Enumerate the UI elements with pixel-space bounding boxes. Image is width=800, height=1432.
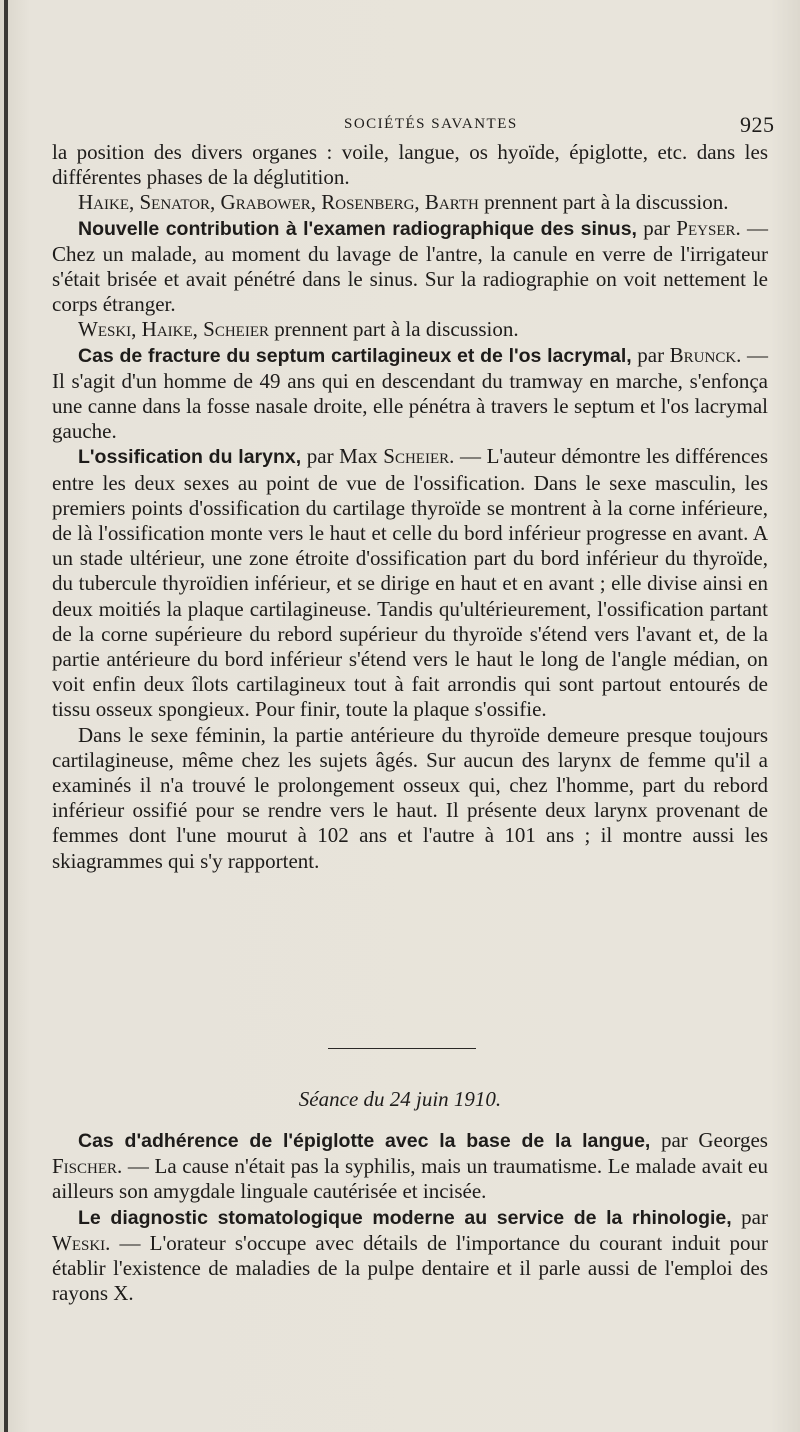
author-name: Fischer. xyxy=(52,1154,123,1179)
paragraph-text: la position des divers organes : voile, langue, os hyoïde, épiglotte, etc. dans les différentes phases de la déglutition. xyxy=(52,140,768,190)
page-number: 925 xyxy=(740,112,775,137)
communication-title: Le diagnostic stomatologique moderne au service de la rhinologie, xyxy=(78,1206,732,1229)
paragraph-sinus xyxy=(52,216,768,318)
paragraph-text: prennent part à la discussion. xyxy=(268,317,519,342)
author-name: Scheier. xyxy=(383,444,455,469)
par-label: par xyxy=(631,342,670,367)
paragraph-ossification xyxy=(52,444,768,722)
paragraph-continuation xyxy=(52,140,768,190)
communication-title: Nouvelle contribution à l'examen radiographique des sinus, xyxy=(78,217,637,240)
paragraph-text: — Chez un malade, au moment du lavage de l'antre, la canule en verre de l'irrigateur s'était brisée et avait pénétré dans le sinus. Sur la radiographie on voit nettement le corps étranger. xyxy=(52,215,768,317)
paragraph-text: prennent part à la discussion. xyxy=(478,190,729,215)
paragraph-discussion-2 xyxy=(52,317,768,342)
author-name: Weski. xyxy=(52,1230,111,1255)
paragraph-text: — L'orateur s'occupe avec détails de l'importance du courant induit pour établir l'existence de maladies de la pulpe dentaire et il parle aussi de l'emploi des rayons X. xyxy=(52,1230,768,1306)
par-label: par xyxy=(731,1204,768,1229)
body-text-top xyxy=(52,140,768,874)
author-name: Brunck. xyxy=(669,342,742,367)
paragraph-text: — La cause n'était pas la syphilis, mais un traumatisme. Le malade avait eu ailleurs son amygdale linguale cautérisée et incisée. xyxy=(52,1154,768,1204)
communication-title: L'ossification du larynx, xyxy=(78,446,302,469)
speaker-names: Weski, Haike, Scheier xyxy=(78,317,269,342)
par-label: par xyxy=(636,215,677,240)
par-label: par Georges xyxy=(650,1128,768,1152)
paragraph-text: — L'auteur démontre les différences entre les deux sexes au point de vue de l'ossification. Dans le sexe masculin, les premiers points d'ossification du cartilage thyroïde se montrent à la corne inférieure, de là l'ossification monte vers le haut et celle du bord inférieur progresse en avant. A un stade ultérieur, une zone étroite d'ossification part du bord inférieur du thyroïde, du tubercule thyroïdien inférieur, et se dirige en haut et en avant ; elle divise ainsi en deux moitiés la plaque cartilagineuse. Tandis qu'ultérieurement, l'ossification partant de la corne supérieure du rebord supérieur du thyroïde s'étend vers l'avant et, de la partie antérieure du bord inférieur s'étend vers le haut le long de l'angle médian, on voit enfin deux îlots cartilagineux tout à fait arrondis qui sont partout entourés de tissu osseux spongieux. Pour finir, toute la plaque s'ossifie. xyxy=(52,444,769,722)
par-label: par Max xyxy=(301,444,384,469)
paragraph-fracture xyxy=(52,343,768,445)
author-name: Peyser. xyxy=(676,215,741,240)
paragraph-text: Dans le sexe féminin, la partie antérieure du thyroïde demeure presque toujours cartilagineuse, même chez les sujets âgés. Sur aucun des larynx de femme qu'il a examinés il n'a trouvé le prolongement osseux qui, chez l'homme, part du rebord inférieur ossifié pour se rendre vers le haut. Il présente deux larynx provenant de femmes dont l'une mourut à 102 ans et l'autre à 101 ans ; il montre aussi les skiagrammes qui s'y rapportent. xyxy=(52,722,768,873)
body-text-bottom xyxy=(52,1128,768,1306)
page-header xyxy=(0,112,800,142)
paragraph-female xyxy=(52,723,768,874)
running-head: SOCIÉTÉS SAVANTES xyxy=(344,116,518,132)
communication-title: Cas d'adhérence de l'épiglotte avec la base de la langue, xyxy=(78,1130,651,1152)
paragraph-discussion-1 xyxy=(52,190,768,215)
paragraph-stomatologique xyxy=(52,1205,768,1307)
section-divider xyxy=(328,1048,476,1049)
paragraph-text: — Il s'agit d'un homme de 49 ans qui en descendant du tramway en marche, s'enfonça une canne dans la fosse nasale droite, elle pénétra à travers le septum et l'os lacrymal gauche. xyxy=(52,342,768,444)
speaker-names: Haike, Senator, Grabower, Rosenberg, Barth xyxy=(78,190,479,215)
session-heading: Séance du 24 juin 1910. xyxy=(298,1087,502,1111)
communication-title: Cas de fracture du septum cartilagineux et de l'os lacrymal, xyxy=(78,344,632,367)
paragraph-epiglotte xyxy=(52,1128,768,1205)
binding-shadow xyxy=(4,0,8,1432)
